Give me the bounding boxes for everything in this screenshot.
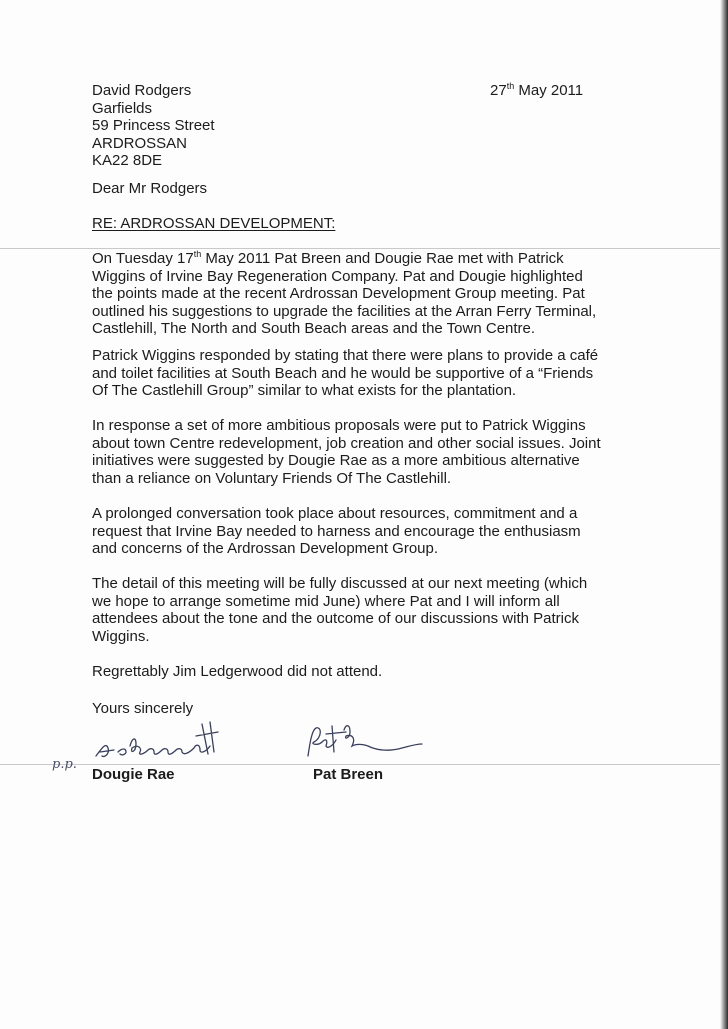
signature-dougie-rae [92, 718, 252, 768]
paragraph-line: A prolonged conversation took place about resources, commitment and a [92, 505, 578, 522]
paragraph-line: attendees about the tone and the outcome of our discussions with Patrick [92, 610, 579, 627]
address-line: 59 Princess Street [92, 117, 215, 134]
address-line: Garfields [92, 99, 153, 117]
address-line: David Rodgers [92, 82, 192, 99]
paragraph-line: Castlehill, The North and South Beach areas and the Town Centre. [92, 320, 536, 337]
paragraph-line: Wiggins. [92, 627, 150, 645]
salutation: Dear Mr Rodgers [92, 180, 208, 197]
paragraph-line: Wiggins of Irvine Bay Regeneration Company. Pat and Dougie highlighted [92, 267, 583, 285]
address-line: KA22 8DE [92, 152, 163, 169]
signatory-name: Dougie Rae [92, 766, 175, 783]
paragraph-line: request that Irvine Bay needed to harness and encourage the enthusiasm [92, 522, 581, 540]
recipient-address [92, 82, 215, 170]
paragraph-1 [92, 250, 596, 338]
paragraph-line: and toilet facilities at South Beach and he would be supportive of a “Friends [92, 364, 594, 382]
per-procurationem-mark: p.p. [52, 757, 77, 772]
paragraph-3 [92, 417, 601, 487]
signature-pat-breen [298, 716, 438, 766]
closing: Yours sincerely [92, 700, 194, 717]
subject-line: RE: ARDROSSAN DEVELOPMENT: [92, 215, 336, 232]
paragraph-line: The detail of this meeting will be fully discussed at our next meeting (which [92, 575, 588, 592]
paragraph-5 [92, 575, 587, 645]
paragraph-line: about town Centre redevelopment, job creation and other social issues. Joint [92, 434, 601, 452]
paragraph-line: On Tuesday 17th May 2011 Pat Breen and Dougie Rae met with Patrick [92, 249, 564, 267]
paragraph-line: outlined his suggestions to upgrade the facilities at the Arran Ferry Terminal, [92, 302, 597, 320]
paragraph-6: Regrettably Jim Ledgerwood did not attend. [92, 663, 383, 680]
scan-fold-line [0, 248, 720, 249]
paragraph-2 [92, 347, 598, 400]
paragraph-line: the points made at the recent Ardrossan Development Group meeting. Pat [92, 285, 585, 302]
paragraph-line: Patrick Wiggins responded by stating that there were plans to provide a café [92, 347, 599, 364]
letter-date: 27th May 2011 [490, 81, 584, 99]
scan-edge-shadow [720, 0, 728, 1029]
signatory-name: Pat Breen [313, 766, 384, 783]
paragraph-line: Of The Castlehill Group” similar to what exists for the plantation. [92, 382, 517, 399]
paragraph-line: and concerns of the Ardrossan Development Group. [92, 540, 439, 557]
paragraph-4 [92, 505, 581, 558]
paragraph-line: we hope to arrange sometime mid June) where Pat and I will inform all [92, 592, 560, 610]
paragraph-line: than a reliance on Voluntary Friends Of The Castlehill. [92, 469, 452, 487]
paragraph-line: In response a set of more ambitious proposals were put to Patrick Wiggins [92, 417, 586, 434]
address-line: ARDROSSAN [92, 134, 188, 152]
paragraph-line: initiatives were suggested by Dougie Rae as a more ambitious alternative [92, 452, 580, 469]
